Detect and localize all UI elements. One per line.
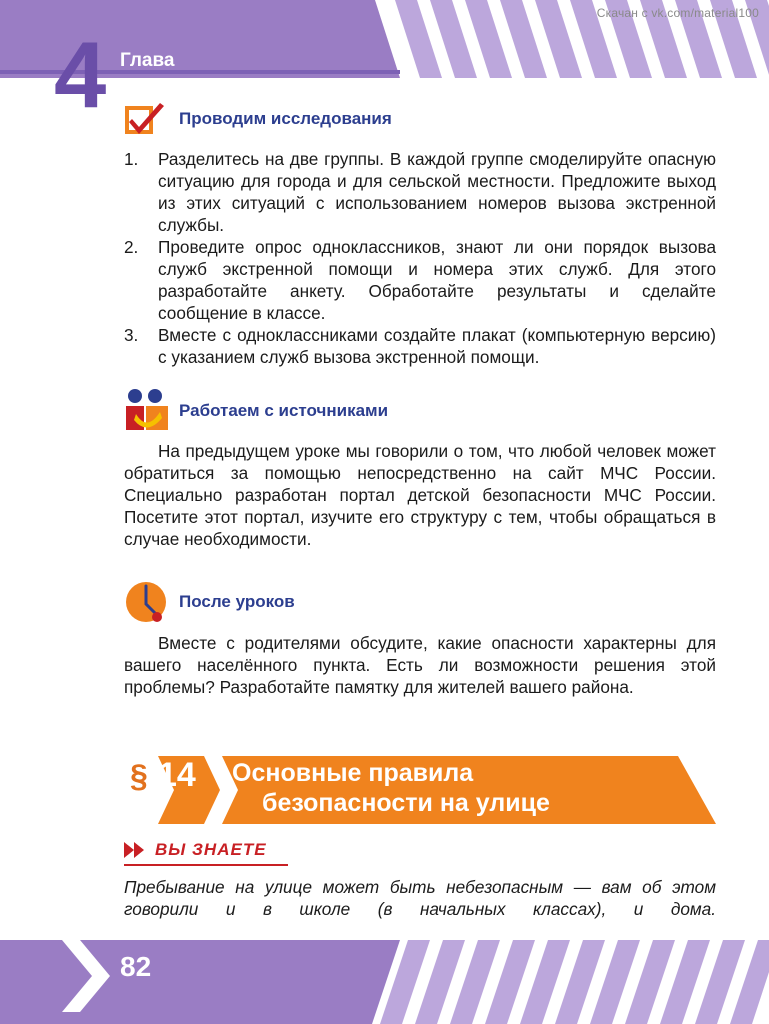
research-list bbox=[124, 148, 716, 368]
list-item-number: 3. bbox=[124, 325, 139, 345]
section-title-research: Проводим исследования bbox=[179, 109, 392, 128]
list-item bbox=[124, 148, 716, 236]
page-number: 82 bbox=[120, 951, 152, 982]
clock-icon bbox=[124, 580, 168, 629]
list-item bbox=[124, 236, 716, 324]
paragraph-symbol: § bbox=[130, 758, 148, 794]
sources-paragraph: На предыдущем уроке мы говорили о том, что любой человек может обратиться за помощью непосредственно на сайт МЧС России. Специально разработан портал детской безопасности МЧС России. Посетите этот портал, изучите его структуру с тем, чтобы обращаться в случае необходимости. bbox=[124, 441, 716, 549]
footer-band bbox=[0, 932, 769, 1024]
lesson-title bbox=[232, 758, 692, 818]
after-paragraph: Вместе с родителями обсудите, какие опасности характерны для вашего населённого пункта. Есть ли возможности решения этой проблемы? Разработайте памятку для жителей вашего района. bbox=[124, 633, 716, 697]
you-know-text: Пребывание на улице может быть небезопасным — вам об этом говорили и в школе (в начальных классах), и дома. bbox=[124, 877, 716, 919]
list-item bbox=[124, 324, 716, 368]
lesson-title-line2: безопасности на улице bbox=[262, 789, 550, 817]
chapter-number: 4 bbox=[54, 22, 107, 127]
section-title-after: После уроков bbox=[179, 592, 295, 611]
list-item-text: Разделитесь на две группы. В каждой группе смоделируйте опасную ситуацию для города и для сельской местности. Предложите выход из этих ситуаций с использованием номеров вызова экстренной службы. bbox=[158, 149, 716, 235]
you-know-label: ВЫ ЗНАЕТЕ bbox=[155, 840, 267, 859]
checkbox-icon bbox=[124, 101, 168, 142]
chapter-label: Глава bbox=[120, 50, 175, 71]
watermark: Скачан с vk.com/material100 bbox=[596, 6, 759, 20]
lesson-number: 14 bbox=[158, 756, 196, 794]
list-item-number: 2. bbox=[124, 237, 139, 257]
list-item-number: 1. bbox=[124, 149, 139, 169]
you-know-underline bbox=[124, 864, 288, 866]
section-title-sources: Работаем с источниками bbox=[179, 401, 389, 420]
lesson-title-line1: Основные правила bbox=[232, 759, 474, 787]
list-item-text: Вместе с одноклассниками создайте плакат (компьютерную версию) с указанием служб вызова экстренной помощи. bbox=[158, 325, 716, 367]
people-icon bbox=[124, 388, 170, 437]
list-item-text: Проведите опрос одноклассников, знают ли они порядок вызова служб экстренной помощи и номера этих служб. Для этого разработайте анкету. Обработайте результаты и сделайте сообщение в классе. bbox=[158, 237, 716, 323]
double-arrow-icon bbox=[124, 838, 152, 867]
